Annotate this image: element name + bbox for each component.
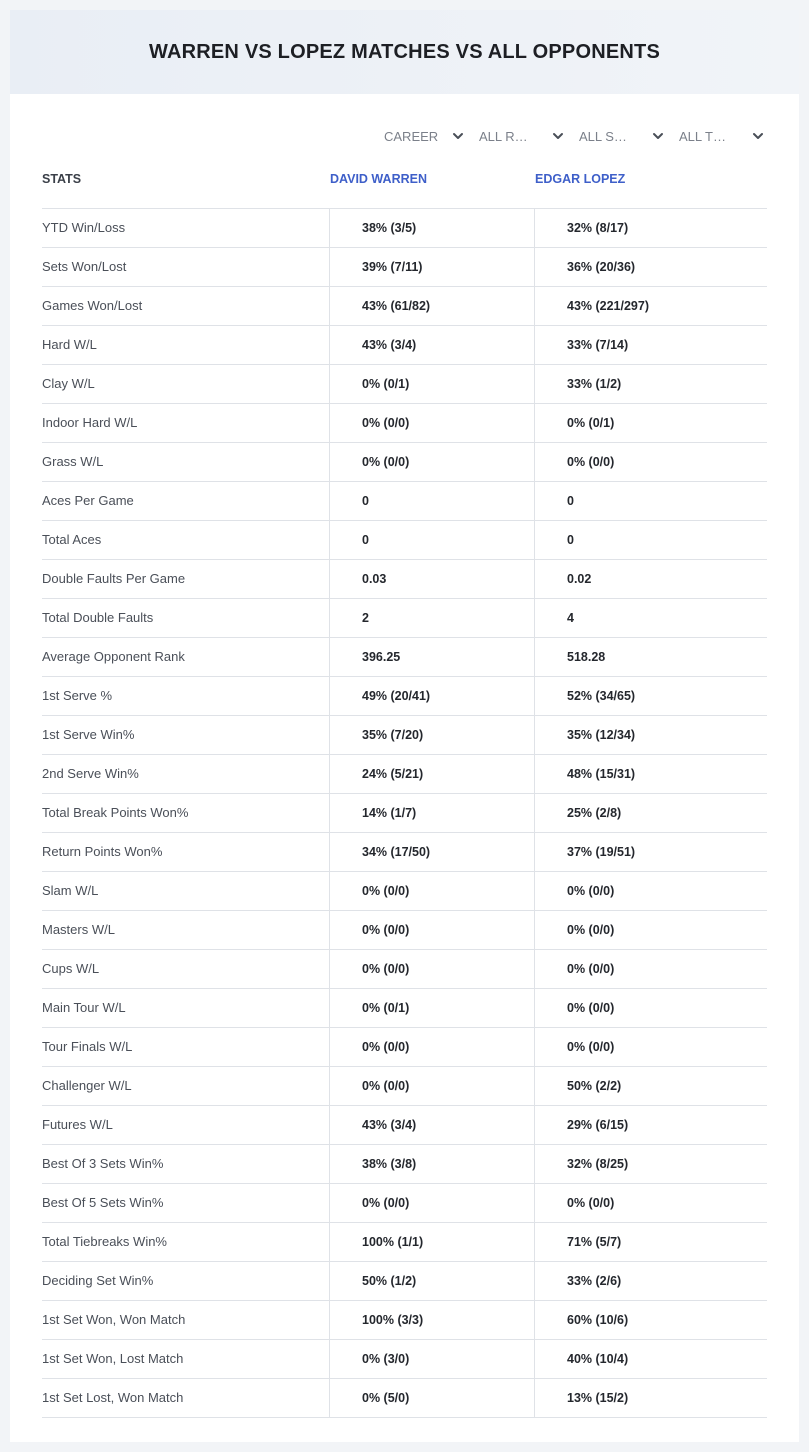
player1-value: 0% (0/1) [362, 1001, 410, 1015]
table-row [42, 638, 767, 677]
stat-name: YTD Win/Loss [42, 220, 126, 235]
table-row [42, 1145, 767, 1184]
stat-name: Futures W/L [42, 1117, 113, 1132]
player2-value: 0 [567, 533, 574, 547]
player2-value: 50% (2/2) [567, 1079, 622, 1093]
column-header-player2-link[interactable]: EDGAR LOPEZ [535, 172, 626, 186]
player1-value: 0 [362, 533, 369, 547]
stats-card [10, 10, 799, 1442]
stat-name: Sets Won/Lost [42, 259, 127, 274]
player2-value: 36% (20/36) [567, 260, 636, 274]
table-row [42, 755, 767, 794]
player1-value: 43% (61/82) [362, 299, 431, 313]
player1-value: 49% (20/41) [362, 689, 431, 703]
player2-value: 0% (0/0) [567, 1196, 615, 1210]
table-row [42, 1301, 767, 1340]
stat-name: 1st Serve % [42, 688, 113, 703]
filter-surface-value: ALL S… [579, 128, 627, 144]
table-body [42, 209, 767, 1418]
stat-name: Return Points Won% [42, 844, 163, 859]
table-row [42, 560, 767, 599]
table-row [42, 950, 767, 989]
player1-value: 100% (1/1) [362, 1235, 424, 1249]
table-row [42, 989, 767, 1028]
table-row [42, 443, 767, 482]
player2-value: 60% (10/6) [567, 1313, 629, 1327]
table-row [42, 248, 767, 287]
stat-name: Grass W/L [42, 454, 104, 469]
player1-value: 0% (0/0) [362, 455, 410, 469]
player1-value: 14% (1/7) [362, 806, 417, 820]
stat-name: Main Tour W/L [42, 1000, 126, 1015]
stat-name: 1st Set Lost, Won Match [42, 1390, 184, 1405]
filter-tournament-value: ALL T… [679, 128, 726, 144]
filter-period-value: CAREER [384, 128, 439, 144]
filter-round-select[interactable] [479, 126, 564, 146]
table-row [42, 287, 767, 326]
table-row [42, 1379, 767, 1418]
player1-value: 38% (3/8) [362, 1157, 417, 1171]
column-header-stats: STATS [42, 172, 82, 186]
player2-value: 0% (0/0) [567, 1040, 615, 1054]
table-row [42, 521, 767, 560]
player2-value: 0% (0/0) [567, 884, 615, 898]
player2-value: 0% (0/0) [567, 1001, 615, 1015]
table-header [42, 170, 767, 209]
table-row [42, 404, 767, 443]
table-row [42, 326, 767, 365]
player1-value: 43% (3/4) [362, 338, 417, 352]
table-row [42, 1340, 767, 1379]
player2-value: 35% (12/34) [567, 728, 636, 742]
table-row [42, 1106, 767, 1145]
table-row [42, 365, 767, 404]
player1-value: 43% (3/4) [362, 1118, 417, 1132]
stat-name: 2nd Serve Win% [42, 766, 139, 781]
stat-name: Cups W/L [42, 961, 100, 976]
stat-name: Total Double Faults [42, 610, 154, 625]
stat-name: Tour Finals W/L [42, 1039, 133, 1054]
player2-value: 32% (8/25) [567, 1157, 629, 1171]
player2-value: 52% (34/65) [567, 689, 636, 703]
player1-value: 0% (0/0) [362, 962, 410, 976]
player2-value: 0% (0/0) [567, 923, 615, 937]
table-row [42, 911, 767, 950]
player1-value: 0% (0/0) [362, 923, 410, 937]
player2-value: 29% (6/15) [567, 1118, 629, 1132]
player2-value: 48% (15/31) [567, 767, 636, 781]
player1-value: 24% (5/21) [362, 767, 424, 781]
table-row [42, 482, 767, 521]
chevron-down-icon [752, 130, 764, 142]
page-title: WARREN VS LOPEZ MATCHES VS ALL OPPONENTS [148, 40, 660, 63]
stat-name: Best Of 3 Sets Win% [42, 1156, 164, 1171]
player1-value: 0% (0/1) [362, 377, 410, 391]
table-row [42, 599, 767, 638]
stat-name: Slam W/L [42, 883, 99, 898]
stat-name: Total Aces [42, 532, 102, 547]
stat-name: 1st Set Won, Won Match [42, 1312, 186, 1327]
player2-value: 0 [567, 494, 574, 508]
player2-value: 0% (0/0) [567, 455, 615, 469]
player1-value: 0.03 [362, 572, 387, 586]
player1-value: 0% (0/0) [362, 1196, 410, 1210]
table-row [42, 833, 767, 872]
filter-surface-select[interactable] [579, 126, 664, 146]
table-row [42, 1028, 767, 1067]
table-row [42, 716, 767, 755]
player1-value: 100% (3/3) [362, 1313, 424, 1327]
filter-tournament-select[interactable] [679, 126, 764, 146]
stat-name: Deciding Set Win% [42, 1273, 154, 1288]
player1-value: 0% (3/0) [362, 1352, 410, 1366]
table-row [42, 1067, 767, 1106]
filter-period-select[interactable] [384, 126, 464, 146]
player2-value: 71% (5/7) [567, 1235, 622, 1249]
player1-value: 2 [362, 611, 369, 625]
table-row [42, 872, 767, 911]
stat-name: Average Opponent Rank [42, 649, 185, 664]
player1-value: 35% (7/20) [362, 728, 424, 742]
player1-value: 0% (5/0) [362, 1391, 410, 1405]
player1-value: 50% (1/2) [362, 1274, 417, 1288]
player2-value: 40% (10/4) [567, 1352, 629, 1366]
player2-value: 43% (221/297) [567, 299, 650, 313]
player2-value: 4 [567, 611, 574, 625]
player1-value: 0% (0/0) [362, 1040, 410, 1054]
stat-name: Total Tiebreaks Win% [42, 1234, 167, 1249]
stat-name: Total Break Points Won% [42, 805, 189, 820]
player2-value: 33% (2/6) [567, 1274, 622, 1288]
player2-value: 0% (0/1) [567, 416, 615, 430]
player1-value: 396.25 [362, 650, 401, 664]
table-row [42, 677, 767, 716]
player2-value: 33% (1/2) [567, 377, 622, 391]
stat-name: Challenger W/L [42, 1078, 132, 1093]
table-row [42, 1262, 767, 1301]
stat-name: Double Faults Per Game [42, 571, 186, 586]
player2-value: 0% (0/0) [567, 962, 615, 976]
stat-name: Best Of 5 Sets Win% [42, 1195, 164, 1210]
stat-name: 1st Set Won, Lost Match [42, 1351, 184, 1366]
stat-name: Games Won/Lost [42, 298, 143, 313]
stat-name: 1st Serve Win% [42, 727, 135, 742]
player2-value: 37% (19/51) [567, 845, 636, 859]
column-header-player1-link[interactable]: DAVID WARREN [330, 172, 427, 186]
player2-value: 33% (7/14) [567, 338, 629, 352]
player1-value: 0% (0/0) [362, 884, 410, 898]
card-header [10, 10, 799, 94]
filter-round-value: ALL R… [479, 128, 528, 144]
player1-value: 0 [362, 494, 369, 508]
player2-value: 32% (8/17) [567, 221, 629, 235]
table-row [42, 1184, 767, 1223]
chevron-down-icon [652, 130, 664, 142]
stat-name: Indoor Hard W/L [42, 415, 138, 430]
player1-value: 39% (7/11) [362, 260, 423, 274]
chevron-down-icon [452, 130, 464, 142]
table-row [42, 794, 767, 833]
player1-value: 0% (0/0) [362, 416, 410, 430]
player2-value: 518.28 [567, 650, 606, 664]
stats-table [42, 170, 767, 1418]
player2-value: 0.02 [567, 572, 592, 586]
stat-name: Hard W/L [42, 337, 97, 352]
stat-name: Masters W/L [42, 922, 115, 937]
chevron-down-icon [552, 130, 564, 142]
table-row [42, 209, 767, 248]
player1-value: 38% (3/5) [362, 221, 417, 235]
player2-value: 25% (2/8) [567, 806, 622, 820]
table-row [42, 1223, 767, 1262]
stat-name: Clay W/L [42, 376, 95, 391]
filter-bar [10, 126, 799, 146]
stat-name: Aces Per Game [42, 493, 134, 508]
player2-value: 13% (15/2) [567, 1391, 629, 1405]
player1-value: 0% (0/0) [362, 1079, 410, 1093]
player1-value: 34% (17/50) [362, 845, 431, 859]
